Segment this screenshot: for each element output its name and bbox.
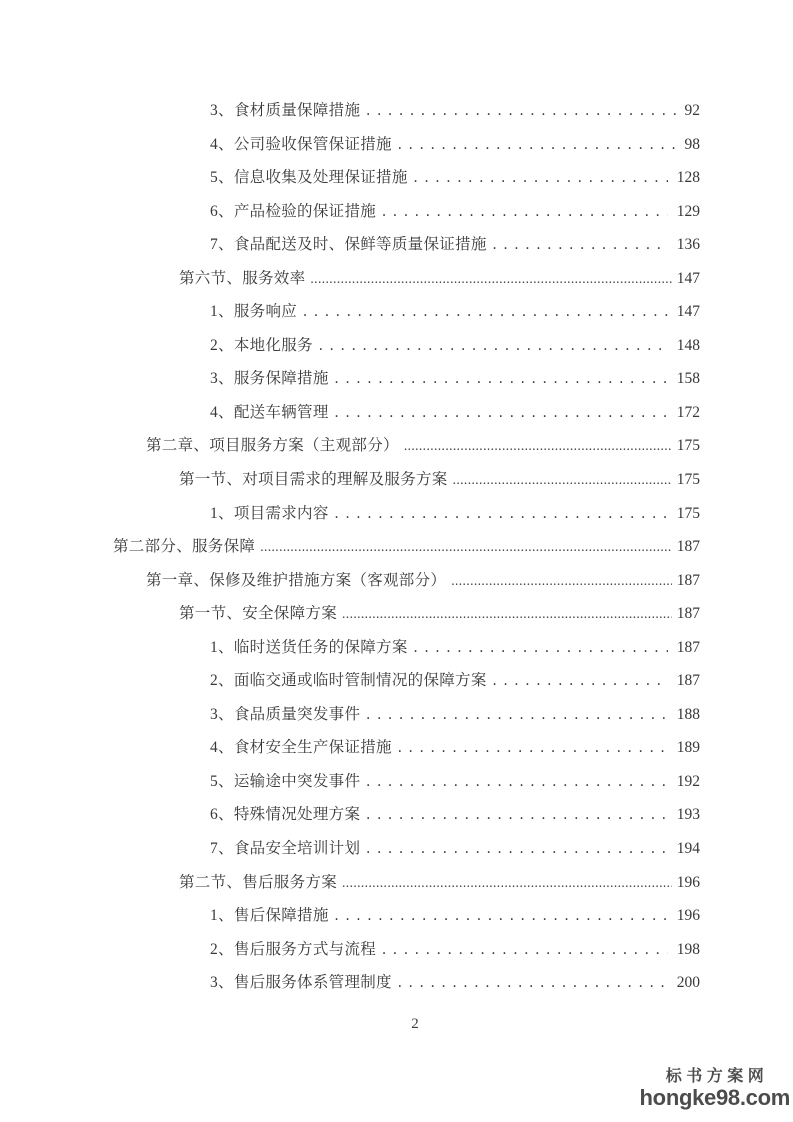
toc-leader-dots [366, 94, 675, 128]
toc-entry-page: 194 [676, 840, 700, 858]
watermark-site-url: hongke98.com [639, 1085, 790, 1110]
toc-entry-page: 128 [676, 169, 700, 187]
toc-entry-page: 192 [676, 772, 700, 790]
toc-leader-dots [493, 228, 668, 262]
toc-entry-page: 188 [676, 705, 700, 723]
toc-entry-title: 1、服务响应 [210, 303, 298, 321]
toc-entry-title: 4、配送车辆管理 [210, 403, 329, 421]
toc-entry-title: 第一章、保修及维护措施方案（客观部分） [146, 571, 447, 589]
toc-entry-title: 7、食品安全培训计划 [210, 840, 361, 858]
toc-entry-title: 2、本地化服务 [210, 336, 313, 354]
toc-entry[interactable] [0, 161, 793, 195]
toc-entry[interactable] [0, 530, 793, 564]
toc-entry-title: 第二部分、服务保障 [113, 538, 256, 556]
toc-leader-dots [366, 798, 667, 832]
toc-leader-dots [398, 731, 668, 765]
watermark-site-name: 标书方案网 [665, 1068, 769, 1086]
toc-leader-dots [335, 362, 668, 396]
toc-leader-dots [342, 866, 672, 900]
toc-entry[interactable] [0, 329, 793, 363]
toc-entry-title: 3、服务保障措施 [210, 370, 329, 388]
toc-entry-title: 3、食材质量保障措施 [210, 102, 361, 119]
toc-leader-dots [335, 899, 668, 933]
toc-entry-page: 98 [684, 135, 700, 153]
toc-entry-title: 第二章、项目服务方案（主观部分） [146, 437, 399, 455]
toc-leader-dots [260, 530, 672, 564]
toc-leader-dots [335, 497, 668, 531]
toc-entry[interactable] [0, 497, 793, 531]
toc-entry-page: 187 [676, 571, 700, 589]
toc-entry-page: 175 [676, 437, 700, 455]
toc-entry-title: 2、面临交通或临时管制情况的保障方案 [210, 672, 487, 690]
toc-leader-dots [382, 933, 668, 967]
toc-leader-dots [366, 765, 667, 799]
toc-leader-dots [493, 664, 668, 698]
toc-entry-title: 5、运输途中突发事件 [210, 772, 361, 790]
toc-leader-dots [451, 564, 672, 598]
toc-entry[interactable] [0, 128, 793, 162]
toc-entry[interactable] [0, 664, 793, 698]
toc-entry-title: 1、项目需求内容 [210, 504, 329, 522]
toc-entry[interactable] [0, 429, 793, 463]
toc-entry-page: 92 [684, 102, 700, 119]
toc-entry[interactable] [0, 396, 793, 430]
toc-entry[interactable] [0, 866, 793, 900]
toc-entry-title: 3、售后服务体系管理制度 [210, 974, 392, 992]
toc-leader-dots [398, 966, 668, 1000]
toc-entry-page: 187 [676, 672, 700, 690]
toc-entry-page: 196 [676, 873, 700, 891]
toc-leader-dots [303, 295, 668, 329]
toc-entry[interactable] [0, 698, 793, 732]
toc-entry-title: 第二节、售后服务方案 [179, 873, 338, 891]
toc-entry-title: 6、特殊情况处理方案 [210, 806, 361, 824]
toc-entry[interactable] [0, 362, 793, 396]
toc-entry[interactable] [0, 966, 793, 1000]
toc-entry[interactable] [0, 262, 793, 296]
toc-leader-dots [319, 329, 668, 363]
watermark [640, 1068, 790, 1109]
toc-entry[interactable] [0, 798, 793, 832]
toc-entry-page: 187 [676, 638, 700, 656]
toc-leader-dots [366, 832, 667, 866]
toc-entry[interactable] [0, 631, 793, 665]
toc-entry[interactable] [0, 564, 793, 598]
toc-entry-title: 第一节、安全保障方案 [179, 605, 338, 623]
toc-entry-page: 196 [676, 907, 700, 925]
toc-entry[interactable] [0, 463, 793, 497]
toc-entry-page: 148 [676, 336, 700, 354]
toc-entry-page: 198 [676, 940, 700, 958]
toc-entry-title: 7、食品配送及时、保鲜等质量保证措施 [210, 236, 487, 254]
toc-entry-page: 158 [676, 370, 700, 388]
toc-entry[interactable] [0, 228, 793, 262]
toc-entry-page: 136 [676, 236, 700, 254]
toc-entry-title: 4、食材安全生产保证措施 [210, 739, 392, 757]
toc-entry[interactable] [0, 765, 793, 799]
toc-entry[interactable] [0, 295, 793, 329]
toc-leader-dots [414, 631, 668, 665]
toc-entry[interactable] [0, 94, 793, 128]
toc-leader-dots [414, 161, 668, 195]
toc-entry-page: 129 [676, 202, 700, 220]
toc-entry-page: 175 [676, 504, 700, 522]
toc-entry-page: 172 [676, 403, 700, 421]
toc-entry-title: 4、公司验收保管保证措施 [210, 135, 392, 153]
toc-entry-title: 6、产品检验的保证措施 [210, 202, 377, 220]
toc-leader-dots [366, 698, 667, 732]
toc-leader-dots [404, 429, 672, 463]
toc-entry[interactable] [0, 731, 793, 765]
toc-leader-dots [310, 262, 671, 296]
toc-entry-page: 200 [676, 974, 700, 992]
toc-entry[interactable] [0, 832, 793, 866]
page-number: 2 [411, 1016, 419, 1032]
toc-entry-page: 147 [676, 303, 700, 321]
toc-entry-page: 175 [676, 471, 700, 489]
toc-entry[interactable] [0, 597, 793, 631]
toc-entry-page: 187 [676, 538, 700, 556]
toc-entry-title: 2、售后服务方式与流程 [210, 940, 377, 958]
toc-entry-title: 第六节、服务效率 [179, 269, 306, 287]
toc-entry-page: 147 [676, 269, 700, 287]
toc-entry[interactable] [0, 195, 793, 229]
toc-entry-title: 3、食品质量突发事件 [210, 705, 361, 723]
toc-leader-dots [398, 128, 676, 162]
toc-leader-dots [335, 396, 668, 430]
table-of-contents [0, 94, 793, 1000]
toc-leader-dots [453, 463, 672, 497]
toc-entry-title: 1、临时送货任务的保障方案 [210, 638, 408, 656]
toc-entry-page: 187 [676, 605, 700, 623]
toc-entry[interactable] [0, 899, 793, 933]
toc-entry[interactable] [0, 933, 793, 967]
toc-entry-page: 189 [676, 739, 700, 757]
toc-leader-dots [342, 597, 672, 631]
toc-leader-dots [382, 195, 668, 229]
toc-entry-title: 第一节、对项目需求的理解及服务方案 [179, 471, 448, 489]
toc-entry-title: 1、售后保障措施 [210, 907, 329, 925]
toc-entry-page: 193 [676, 806, 700, 824]
toc-entry-title: 5、信息收集及处理保证措施 [210, 169, 408, 187]
